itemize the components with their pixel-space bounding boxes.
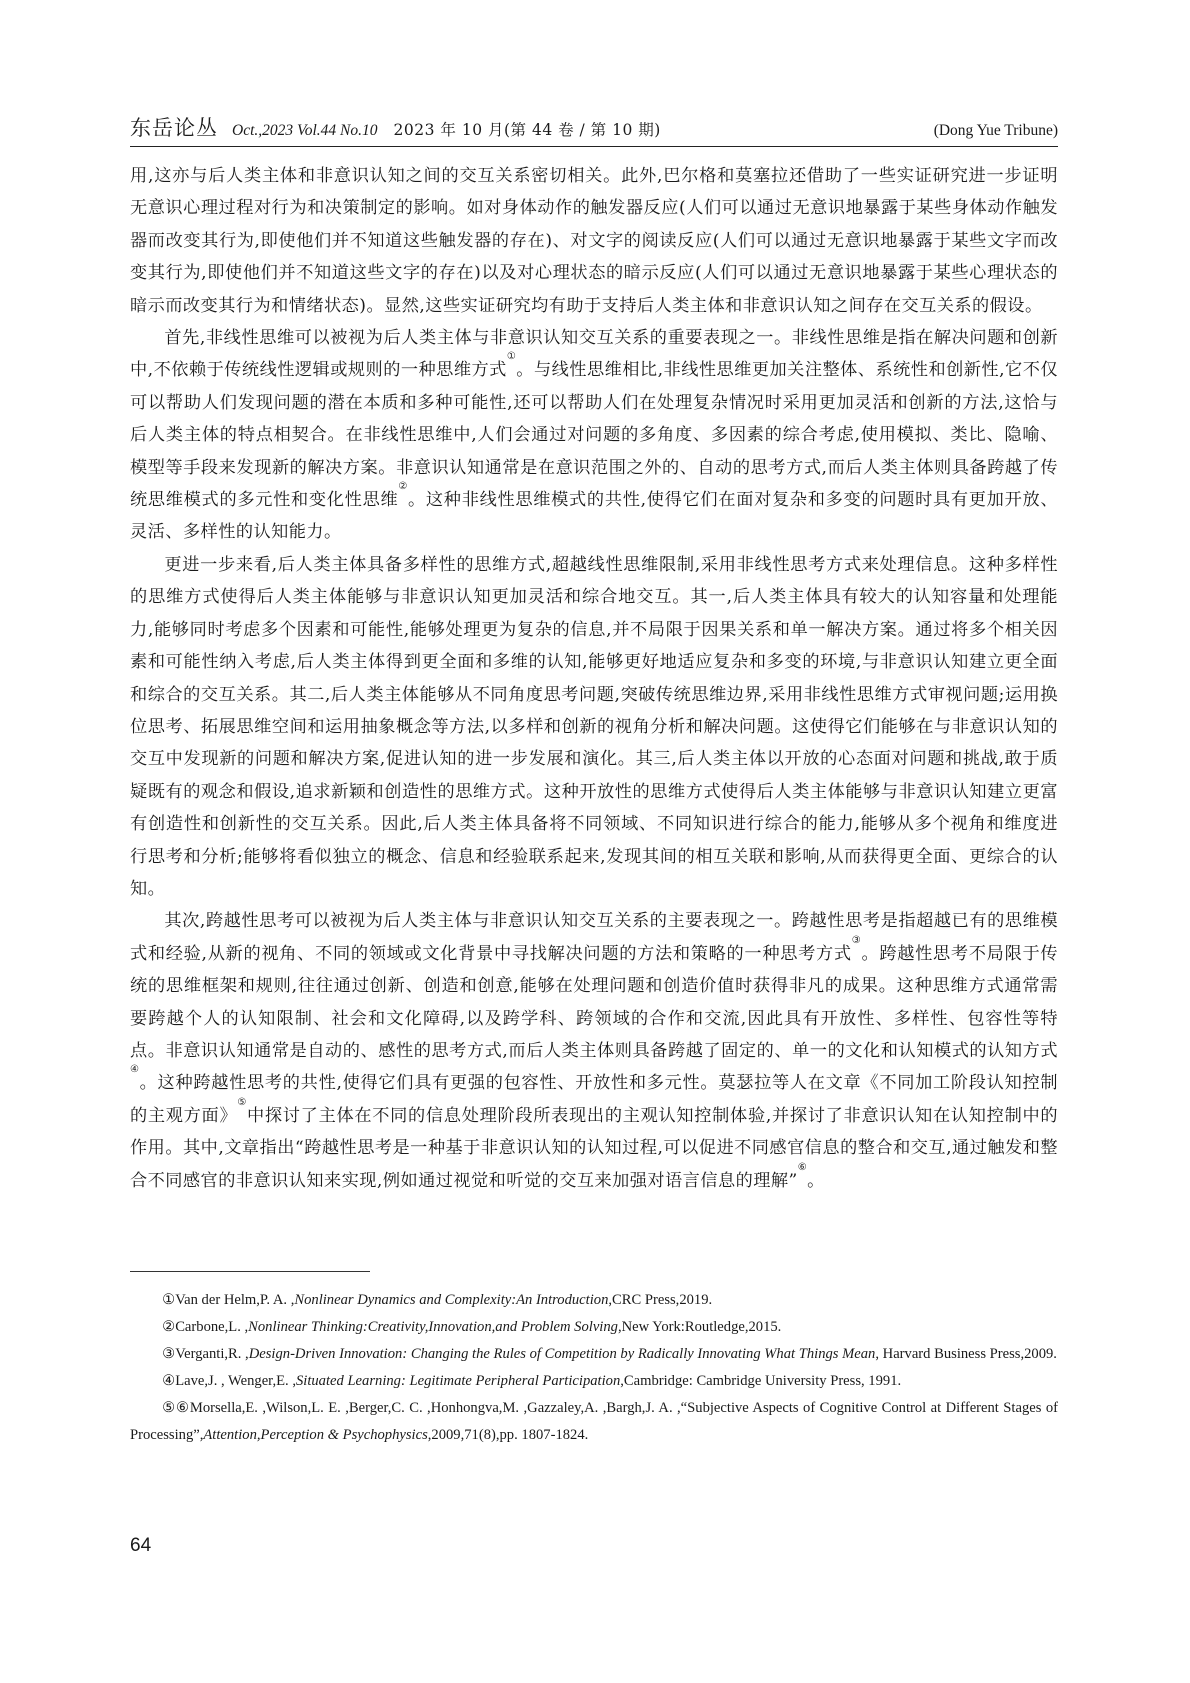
footnote [130, 1287, 1058, 1314]
body-paragraph [130, 322, 1058, 549]
running-header [130, 112, 1058, 147]
footnotes [130, 1287, 1058, 1449]
body-paragraph [130, 905, 1058, 1197]
footnote-authors: Lave,J. , Wenger,E. , [175, 1373, 296, 1389]
footnote-separator [130, 1271, 370, 1272]
footnote-number: ② [162, 1319, 176, 1335]
paragraph-text: 。这种非线性思维模式的共性,使得它们在面对复杂和多变的问题时具有更加开放、灵活、多样性的认知能力。 [130, 490, 1058, 543]
footnote-publisher: ,New York:Routledge,2015. [617, 1319, 782, 1335]
footnote-authors: Morsella,E. ,Wilson,L. E. ,Berger,C. C. ,Honhongva,M. ,Gazzaley,A. ,Bargh,J. A. ,“Subjective Aspects of Cognitive Control at Different Stages of Processing”, [130, 1400, 1058, 1443]
footnote-number: ⑤⑥ [162, 1400, 190, 1416]
footnote [130, 1395, 1058, 1449]
footnote-authors: Verganti,R. , [175, 1346, 249, 1362]
footnote-title: Nonlinear Dynamics and Complexity:An Introduction [294, 1292, 609, 1308]
footnote [130, 1314, 1058, 1341]
paragraph-text: 。与线性思维相比,非线性思维更加关注整体、系统性和创新性,它不仅可以帮助人们发现问题的潜在本质和多种可能性,还可以帮助人们在处理复杂情况时采用更加灵活和创新的方法,这恰与后人类主体的特点相契合。在非线性思维中,人们会通过对问题的多角度、多因素的综合考虑,使用模拟、类比、隐喻、模型等手段来发现新的解决方案。非意识认知通常是在意识范围之外的、自动的思考方式,而后人类主体则具备跨越了传统思维模式的多元性和变化性思维 [130, 360, 1058, 511]
paragraph-text: 其次,跨越性思考可以被视为后人类主体与非意识认知交互关系的主要表现之一。跨越性思考是指超越已有的思维模式和经验,从新的视角、不同的领域或文化背景中寻找解决问题的方法和策略的一种思考方式 [130, 911, 1058, 964]
footnote-title: Attention,Perception & Psychophysics [203, 1427, 428, 1443]
footnote-reference[interactable]: ⑥ [797, 1161, 808, 1173]
footnote-reference[interactable]: ⑤ [237, 1096, 248, 1108]
paragraph-text: 首先,非线性思维可以被视为后人类主体与非意识认知交互关系的重要表现之一。非线性思维是指在解决问题和创新中,不依赖于传统线性逻辑或规则的一种思维方式 [130, 328, 1058, 381]
footnote-reference[interactable]: ② [398, 481, 409, 493]
footnote [130, 1341, 1058, 1368]
footnote-title: Nonlinear Thinking:Creativity,Innovation,and Problem Solving [248, 1319, 618, 1335]
journal-english-name: (Dong Yue Tribune) [933, 122, 1058, 139]
footnote-authors: Van der Helm,P. A. , [175, 1292, 295, 1308]
body-paragraph [130, 549, 1058, 905]
paragraph-text: 。 [807, 1170, 825, 1191]
journal-name: 东岳论丛 [130, 116, 218, 140]
footnote-publisher: ,2009,71(8),pp. 1807-1824. [427, 1427, 589, 1443]
footnote-publisher: , Harvard Business Press,2009. [875, 1346, 1057, 1362]
footnote-reference[interactable]: ③ [851, 934, 862, 946]
paragraph-text: 。跨越性思考不局限于传统的思维框架和规则,往往通过创新、创造和创意,能够在处理问题和创造价值时获得非凡的成果。这种思维方式通常需要跨越个人的认知限制、社会和文化障碍,以及跨学科、跨领域的合作和交流,因此具有开放性、多样性、包容性等特点。非意识认知通常是自动的、感性的思考方式,而后人类主体则具备跨越了固定的、单一的文化和认知模式的认知方式 [130, 943, 1058, 1061]
footnote-number: ④ [162, 1373, 176, 1389]
footnote-number: ③ [162, 1346, 176, 1362]
footnote-title: Design-Driven Innovation: Changing the Rules of Competition by Radically Innovating What Things Mean [248, 1346, 876, 1362]
footnote-authors: Carbone,L. , [175, 1319, 249, 1335]
article-body [130, 160, 1058, 1197]
footnote-reference[interactable]: ① [506, 351, 517, 363]
paragraph-text: 。这种跨越性思考的共性,使得它们具有更强的包容性、开放性和多元性。莫瑟拉等人在文章《不同加工阶段认知控制的主观方面》 [130, 1073, 1058, 1126]
paragraph-text: 中探讨了主体在不同的信息处理阶段所表现出的主观认知控制体验,并探讨了非意识认知在认知控制中的作用。其中,文章指出“跨越性思考是一种基于非意识认知的认知过程,可以促进不同感官信息的整合和交互,通过触发和整合不同感官的非意识认知来实现,例如通过视觉和听觉的交互来加强对语言信息的理解” [130, 1105, 1058, 1191]
footnote [130, 1368, 1058, 1395]
footnote-number: ① [162, 1292, 176, 1308]
issue-info-english: Oct.,2023 Vol.44 No.10 [232, 122, 378, 139]
footnote-publisher: ,CRC Press,2019. [608, 1292, 713, 1308]
body-paragraph [130, 160, 1058, 322]
issue-info-chinese: 2023 年 10 月(第 44 卷 / 第 10 期) [393, 121, 661, 139]
paragraph-text: 更进一步来看,后人类主体具备多样性的思维方式,超越线性思维限制,采用非线性思考方式来处理信息。这种多样性的思维方式使得后人类主体能够与非意识认知更加灵活和综合地交互。其一,后人类主体具有较大的认知容量和处理能力,能够同时考虑多个因素和可能性,能够处理更为复杂的信息,并不局限于因果关系和单一解决方案。通过将多个相关因素和可能性纳入考虑,后人类主体得到更全面和多维的认知,能够更好地适应复杂和多变的环境,与非意识认知建立更全面和综合的交互关系。其二,后人类主体能够从不同角度思考问题,突破传统思维边界,采用非线性思维方式审视问题;运用换位思考、拓展思维空间和运用抽象概念等方法,以多样和创新的视角分析和解决问题。这使得它们能够在与非意识认知的交互中发现新的问题和解决方案,促进认知的进一步发展和演化。其三,后人类主体以开放的心态面对问题和挑战,敢于质疑既有的观念和假设,追求新颖和创造性的思维方式。这种开放性的思维方式使得后人类主体能够与非意识认知建立更富有创造性和创新性的交互关系。因此,后人类主体具备将不同领域、不同知识进行综合的能力,能够从多个视角和维度进行思考和分析;能够将看似独立的概念、信息和经验联系起来,发现其间的相互关联和影响,从而获得更全面、更综合的认知。 [130, 554, 1058, 899]
footnote-publisher: ,Cambridge: Cambridge University Press, 1991. [620, 1373, 902, 1389]
footnote-title: Situated Learning: Legitimate Peripheral Participation [295, 1373, 621, 1389]
page-number: 64 [130, 1535, 152, 1556]
paragraph-text: 用,这亦与后人类主体和非意识认知之间的交互关系密切相关。此外,巴尔格和莫塞拉还借助了一些实证研究进一步证明无意识心理过程对行为和决策制定的影响。如对身体动作的触发器反应(人们可以通过无意识地暴露于某些身体动作触发器而改变其行为,即使他们并不知道这些触发器的存在)、对文字的阅读反应(人们可以通过无意识地暴露于某些文字而改变其行为,即使他们并不知道这些文字的存在)以及对心理状态的暗示反应(人们可以通过无意识地暴露于某些心理状态的暗示而改变其行为和情绪状态)。显然,这些实证研究均有助于支持后人类主体和非意识认知之间存在交互关系的假设。 [130, 166, 1058, 316]
footnote-reference[interactable]: ④ [130, 1064, 140, 1076]
